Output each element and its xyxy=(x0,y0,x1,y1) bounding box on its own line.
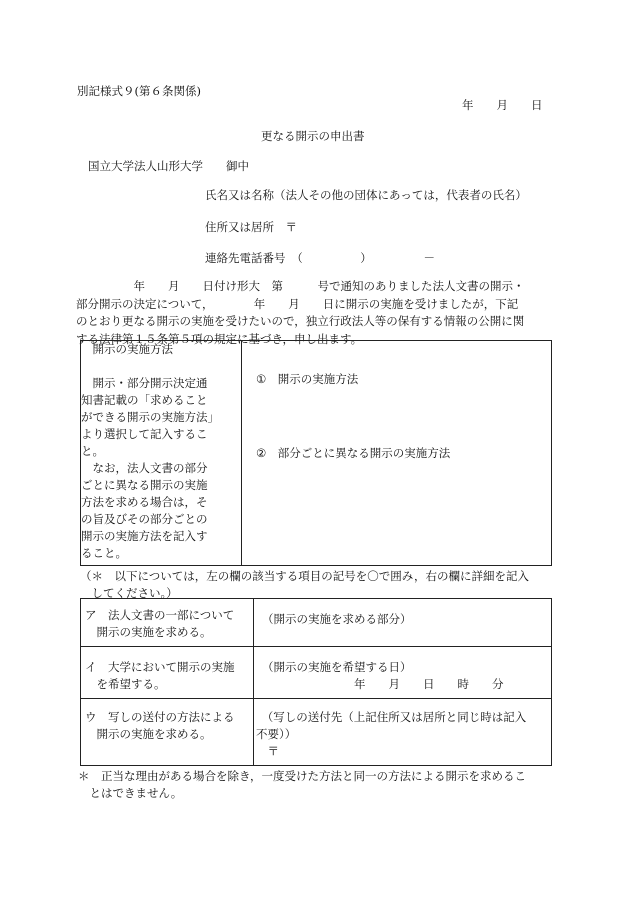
instruction-line: と。 xyxy=(81,444,104,458)
option-b-datetime: 年 月 日 時 分 xyxy=(262,677,504,691)
paragraph-line: 部分開示の決定について， 年 月 日に開示の実施を受けましたが，下記 xyxy=(76,296,519,311)
instruction-line: 方法を求める場合は，そ xyxy=(81,495,208,509)
item-disclosure-method: ① 開示の実施方法 xyxy=(256,372,359,386)
instruction-line: 開示の実施方法を記入す xyxy=(81,529,208,543)
instruction-line: ごとに異なる開示の実施 xyxy=(81,478,208,492)
addressee: 国立大学法人山形大学 御中 xyxy=(88,159,249,173)
instruction-line: 知書記載の「求めること xyxy=(81,393,208,407)
footer-line: とはできません。 xyxy=(78,785,183,800)
instruction-line xyxy=(81,358,241,375)
footer-line: ＊ 正当な理由がある場合を除き，一度受けた方法と同一の方法による開示を求めるこ xyxy=(78,769,527,783)
instruction-line: ること。 xyxy=(81,546,127,560)
method-entry-cell[interactable] xyxy=(242,341,552,566)
option-c-cell[interactable] xyxy=(81,699,254,766)
note-line: してください。） xyxy=(80,585,178,600)
option-a-label: 開示の実施を求める。 xyxy=(85,625,212,639)
option-c-label: ウ 写しの送付の方法による xyxy=(85,710,235,724)
date-line: 年 月 日 xyxy=(462,98,543,112)
option-c-detail-cell[interactable] xyxy=(254,699,552,766)
option-a-detail-cell[interactable] xyxy=(254,599,552,647)
method-instructions-cell xyxy=(81,341,242,566)
applicant-phone-line: 連絡先電話番号 （ ） － xyxy=(205,251,435,265)
option-b-detail-cell[interactable] xyxy=(254,647,552,699)
request-paragraph xyxy=(76,278,556,348)
document-title: 更なる開示の申出書 xyxy=(261,129,365,143)
instruction-line: なお，法人文書の部分 xyxy=(81,461,208,475)
instruction-line: ができる開示の実施方法」 xyxy=(81,410,219,424)
footer-note xyxy=(78,768,526,801)
option-c-detail: （写しの送付先（上記住所又は居所と同じ時は記入 xyxy=(256,710,527,724)
option-a-cell[interactable] xyxy=(81,599,254,647)
form-label: 別記様式９(第６条関係) xyxy=(77,84,201,98)
option-b-detail: （開示の実施を希望する日） xyxy=(262,660,412,674)
paragraph-line: のとおり更なる開示の実施を受けたいので，独立行政法人等の保有する情報の公開に関 xyxy=(76,314,525,328)
option-c-postal-mark: 〒 xyxy=(256,744,279,758)
option-b-cell[interactable] xyxy=(81,647,254,699)
option-a-detail: （開示の実施を求める部分） xyxy=(262,612,412,626)
applicant-name-line: 氏名又は名称（法人その他の団体にあっては，代表者の氏名） xyxy=(205,188,527,202)
disclosure-method-table xyxy=(80,340,552,566)
item-partial-method: ② 部分ごとに異なる開示の実施方法 xyxy=(256,446,451,460)
option-c-detail: 不要）） xyxy=(256,727,297,741)
instruction-line: の旨及びその部分ごとの xyxy=(81,512,208,526)
applicant-address-line: 住所又は居所 〒 xyxy=(205,220,297,234)
instruction-line: 開示・部分開示決定通 xyxy=(81,376,208,390)
paragraph-line: する法律第１５条第５項の規定に基づき，申し出ます。 xyxy=(76,331,363,346)
option-b-label: を希望する。 xyxy=(85,677,166,691)
instruction-line: より選択して記入するこ xyxy=(81,427,208,441)
option-c-label: 開示の実施を求める。 xyxy=(85,727,212,741)
instruction-line: 開示の実施方法 xyxy=(81,342,173,356)
note-line: （＊ 以下については，左の欄の該当する項目の記号を〇で囲み，右の欄に詳細を記入 xyxy=(80,569,529,583)
option-b-label: イ 大学において開示の実施 xyxy=(85,660,235,674)
instruction-note xyxy=(80,568,529,601)
paragraph-line: 年 月 日付け形大 第 号で通知のありました法人文書の開示・ xyxy=(76,279,525,293)
options-table xyxy=(80,598,552,766)
option-a-label: ア 法人文書の一部について xyxy=(85,608,235,622)
